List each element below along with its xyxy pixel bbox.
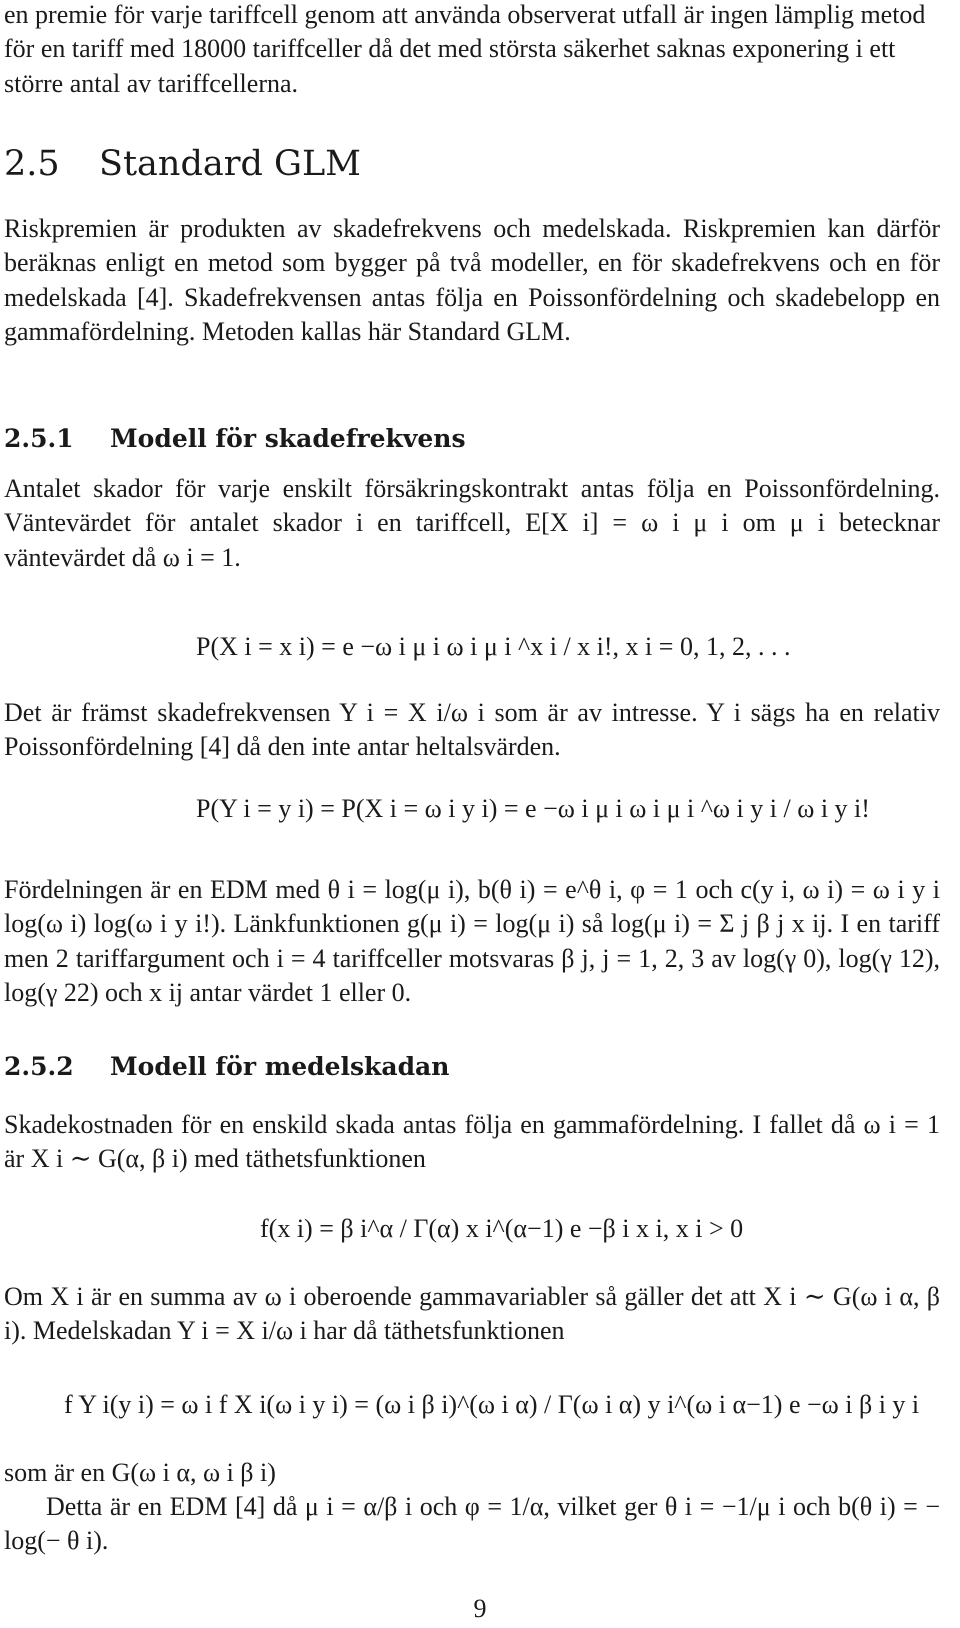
section-2-5-1-number: 2.5.1 (4, 424, 74, 453)
section-2-5-2-paragraph-1: Skadekostnaden för en enskild skada antas följa en gammafördelning. I fallet då ω i = 1 är X i ∼ G(α, β i) med täthetsfunktionen (4, 1110, 940, 1174)
equation-poisson: P(X i = x i) = e −ω i μ i ω i μ i ^x i / x i!, x i = 0, 1, 2, . . . (196, 632, 791, 661)
page-number: 9 (473, 1594, 487, 1623)
equation-gamma-density: f(x i) = β i^α / Γ(α) x i^(α−1) e −β i x i, x i > 0 (260, 1214, 744, 1243)
section-2-5-2-paragraph-4: Detta är en EDM [4] då μ i = α/β i och φ = 1/α, vilket ger θ i = −1/μ i och b(θ i) = − log(− θ i). (4, 1492, 940, 1556)
section-2-5-1-heading (4, 422, 466, 456)
section-2-5-2-number: 2.5.2 (4, 1052, 74, 1081)
section-2-5-2-paragraph-3: som är en G(ω i α, ω i β i) (4, 1458, 276, 1487)
section-2-5-1-paragraph-3: Fördelningen är en EDM med θ i = log(μ i), b(θ i) = e^θ i, φ = 1 och c(y i, ω i) = ω i y i log(ω i) log(ω i y i!). Länkfunktionen g(μ i) = log(μ i) så log(μ i) = Σ j β j x ij. I en tariff men 2 tariffargument och i = 4 tariffceller motsvaras β j, j = 1, 2, 3 av log(γ 0), log(γ 12), log(γ 22) och x ij antar värdet 1 eller 0. (4, 875, 940, 1008)
section-2-5-1-paragraph-1: Antalet skador för varje enskilt försäkringskontrakt antas följa en Poissonfördelning. Väntevärdet för antalet skador i en tariffcell, E[X i] = ω i μ i om μ i betecknar väntevärdet då ω i = 1. (4, 474, 940, 572)
section-2-5-1-paragraph-2: Det är främst skadefrekvensen Y i = X i/ω i som är av intresse. Y i sägs ha en relativ Poissonfördelning [4] då den inte antar heltalsvärden. (4, 698, 940, 762)
section-2-5-title: Standard GLM (99, 144, 362, 184)
section-2-5-1-title: Modell för skadefrekvens (110, 424, 466, 453)
section-2-5-2-title: Modell för medelskadan (110, 1052, 450, 1081)
section-2-5-2-heading (4, 1050, 449, 1084)
section-2-5-heading (4, 142, 361, 186)
equation-mean-claim-density: f Y i(y i) = ω i f X i(ω i y i) = (ω i β i)^(ω i α) / Γ(ω i α) y i^(ω i α−1) e −ω i β i y i (64, 1390, 920, 1419)
section-2-5-number: 2.5 (4, 144, 60, 184)
equation-relative-poisson: P(Y i = y i) = P(X i = ω i y i) = e −ω i μ i ω i μ i ^ω i y i / ω i y i! (196, 794, 870, 823)
intro-paragraph: en premie för varje tariffcell genom att använda observerat utfall är ingen lämplig metod för en tariff med 18000 tariffceller då det med största säkerhet saknas exponering i ett större antal av tariffcellerna. (4, 0, 926, 98)
section-2-5-2-paragraph-2: Om X i är en summa av ω i oberoende gammavariabler så gäller det att X i ∼ G(ω i α, β i). Medelskadan Y i = X i/ω i har då täthetsfunktionen (4, 1282, 940, 1346)
section-2-5-paragraph: Riskpremien är produkten av skadefrekvens och medelskada. Riskpremien kan därför beräknas enligt en metod som bygger på två modeller, en för skadefrekvens och en för medelskada [4]. Skadefrekvensen antas följa en Poissonfördelning och skadebelopp en gammafördelning. Metoden kallas här Standard GLM. (4, 214, 940, 347)
